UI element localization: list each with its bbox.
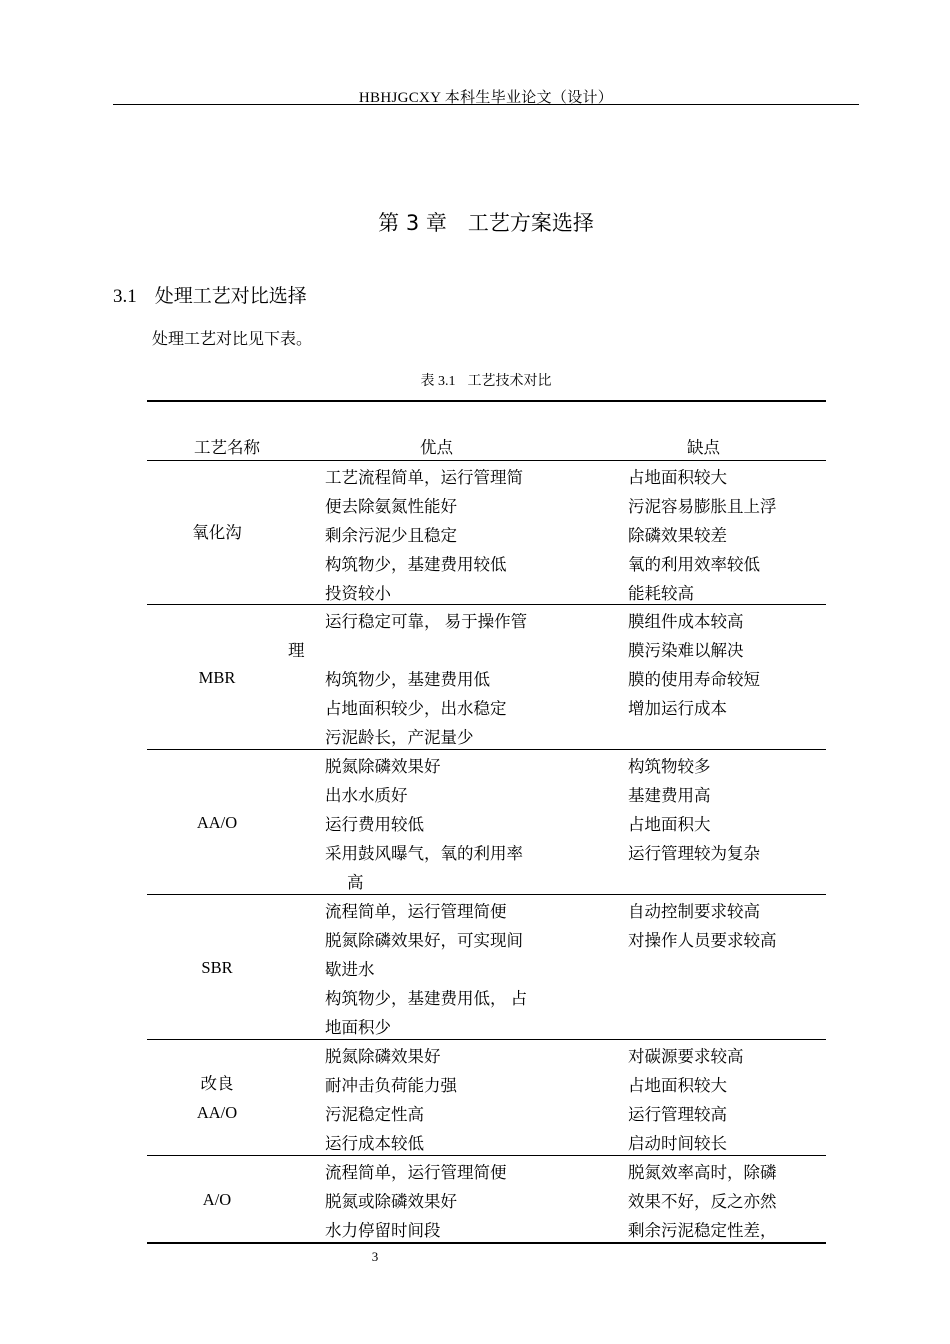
pro-item: 理 bbox=[288, 641, 305, 660]
pro-item: 污泥稳定性高 bbox=[325, 1105, 424, 1124]
table-top-rule bbox=[147, 400, 826, 402]
pro-item: 脱氮除磷效果好，可实现间 bbox=[325, 931, 523, 950]
pros-cell bbox=[325, 1043, 583, 1159]
process-name: SBR bbox=[201, 957, 233, 977]
pros-cell bbox=[325, 898, 583, 1043]
pro-item: 构筑物少，基建费用较低 bbox=[325, 555, 507, 574]
section-title: 处理工艺对比选择 bbox=[154, 285, 307, 307]
con-item bbox=[628, 985, 826, 1014]
cons-cell bbox=[628, 464, 826, 609]
pro-item: 脱氮或除磷效果好 bbox=[325, 1192, 457, 1211]
table-row bbox=[147, 461, 826, 605]
con-item bbox=[628, 1014, 826, 1043]
con-item: 对操作人员要求较高 bbox=[628, 931, 777, 950]
chapter-title: 第 3 章 工艺方案选择 bbox=[378, 211, 594, 235]
process-name: 氧化沟 bbox=[192, 523, 242, 542]
pros-cell bbox=[288, 608, 583, 753]
pro-item: 构筑物少，基建费用低 bbox=[325, 670, 490, 689]
pro-item: 地面积少 bbox=[325, 1018, 391, 1037]
table-caption bbox=[113, 370, 859, 390]
process-name-line: 改良 bbox=[200, 1073, 234, 1093]
cons-cell bbox=[628, 1043, 826, 1159]
con-item: 自动控制要求较高 bbox=[628, 902, 760, 921]
con-item: 除磷效果较差 bbox=[628, 526, 727, 545]
page-header: HBHJGCXY 本科生毕业论文（设计） bbox=[358, 90, 614, 106]
pro-item: 占地面积较少，出水稳定 bbox=[325, 699, 507, 718]
process-name-line: AA/O bbox=[196, 1102, 238, 1122]
con-item: 对碳源要求较高 bbox=[628, 1047, 744, 1066]
con-item: 膜污染难以解决 bbox=[628, 641, 744, 660]
pro-item: 流程简单，运行管理简便 bbox=[325, 1163, 507, 1182]
header-rule bbox=[113, 104, 859, 105]
process-name: AA/O bbox=[196, 812, 238, 832]
pro-item: 工艺流程简单，运行管理简 bbox=[325, 468, 523, 487]
table-row bbox=[147, 1156, 826, 1244]
pro-item: 歇进水 bbox=[325, 960, 375, 979]
pro-item: 脱氮除磷效果好 bbox=[325, 757, 441, 776]
pro-item: 投资较小 bbox=[325, 584, 391, 603]
process-name bbox=[177, 1040, 257, 1155]
section-heading bbox=[113, 281, 307, 308]
header-cons: 缺点 bbox=[687, 438, 720, 457]
pro-item: 运行费用较低 bbox=[325, 815, 424, 834]
table-row bbox=[147, 605, 826, 750]
pros-cell bbox=[325, 464, 583, 609]
con-item bbox=[628, 869, 826, 898]
pro-item: 水力停留时间段 bbox=[325, 1221, 441, 1240]
pro-item: 剩余污泥少且稳定 bbox=[325, 526, 457, 545]
pro-item: 出水水质好 bbox=[325, 786, 408, 805]
con-item: 膜组件成本较高 bbox=[628, 612, 744, 631]
pro-item: 构筑物少，基建费用低， 占 bbox=[325, 989, 528, 1008]
pro-item: 便去除氨氮性能好 bbox=[325, 497, 457, 516]
process-name: A/O bbox=[202, 1189, 232, 1209]
con-item: 氧的利用效率较低 bbox=[628, 555, 760, 574]
table-row bbox=[147, 750, 826, 895]
con-item: 启动时间较长 bbox=[628, 1134, 727, 1153]
pro-item: 流程简单，运行管理简便 bbox=[325, 902, 507, 921]
process-name: MBR bbox=[198, 667, 236, 687]
con-item: 膜的使用寿命较短 bbox=[628, 670, 760, 689]
table-row bbox=[147, 1040, 826, 1156]
table-caption-number: 表 3.1 bbox=[420, 374, 456, 389]
con-item: 占地面积大 bbox=[628, 815, 711, 834]
table-caption-title: 工艺技术对比 bbox=[467, 373, 552, 389]
cons-cell bbox=[628, 608, 826, 753]
con-item: 剩余污泥稳定性差， bbox=[628, 1221, 777, 1240]
pro-item: 采用鼓风曝气，氧的利用率 bbox=[325, 844, 523, 863]
con-item: 占地面积较大 bbox=[628, 1076, 727, 1095]
table-row bbox=[147, 895, 826, 1040]
con-item: 能耗较高 bbox=[628, 584, 694, 603]
cons-cell bbox=[628, 1159, 826, 1246]
con-item: 效果不好，反之亦然 bbox=[628, 1192, 777, 1211]
cons-cell bbox=[628, 753, 826, 898]
pro-item: 耐冲击负荷能力强 bbox=[325, 1076, 457, 1095]
con-item bbox=[628, 956, 826, 985]
con-item bbox=[628, 724, 826, 753]
con-item: 运行管理较为复杂 bbox=[628, 844, 760, 863]
con-item: 脱氮效率高时，除磷 bbox=[628, 1163, 777, 1182]
pro-item: 运行稳定可靠， 易于操作管 bbox=[325, 612, 528, 631]
con-item: 运行管理较高 bbox=[628, 1105, 727, 1124]
pro-item: 脱氮除磷效果好 bbox=[325, 1047, 441, 1066]
intro-paragraph: 处理工艺对比见下表。 bbox=[152, 331, 313, 348]
pros-cell bbox=[325, 753, 583, 898]
pro-item: 污泥龄长，产泥量少 bbox=[325, 728, 474, 747]
con-item: 占地面积较大 bbox=[628, 468, 727, 487]
pros-cell bbox=[325, 1159, 583, 1246]
con-item: 基建费用高 bbox=[628, 786, 711, 805]
page-number: 3 bbox=[371, 1249, 379, 1264]
pro-item: 高 bbox=[347, 873, 364, 892]
header-pros: 优点 bbox=[420, 438, 453, 457]
pro-item: 运行成本较低 bbox=[325, 1134, 424, 1153]
cons-cell bbox=[628, 898, 826, 1043]
section-number: 3.1 bbox=[113, 286, 137, 307]
con-item: 污泥容易膨胀且上浮 bbox=[628, 497, 777, 516]
con-item: 构筑物较多 bbox=[628, 757, 711, 776]
header-process-name: 工艺名称 bbox=[194, 438, 260, 457]
con-item: 增加运行成本 bbox=[628, 699, 727, 718]
